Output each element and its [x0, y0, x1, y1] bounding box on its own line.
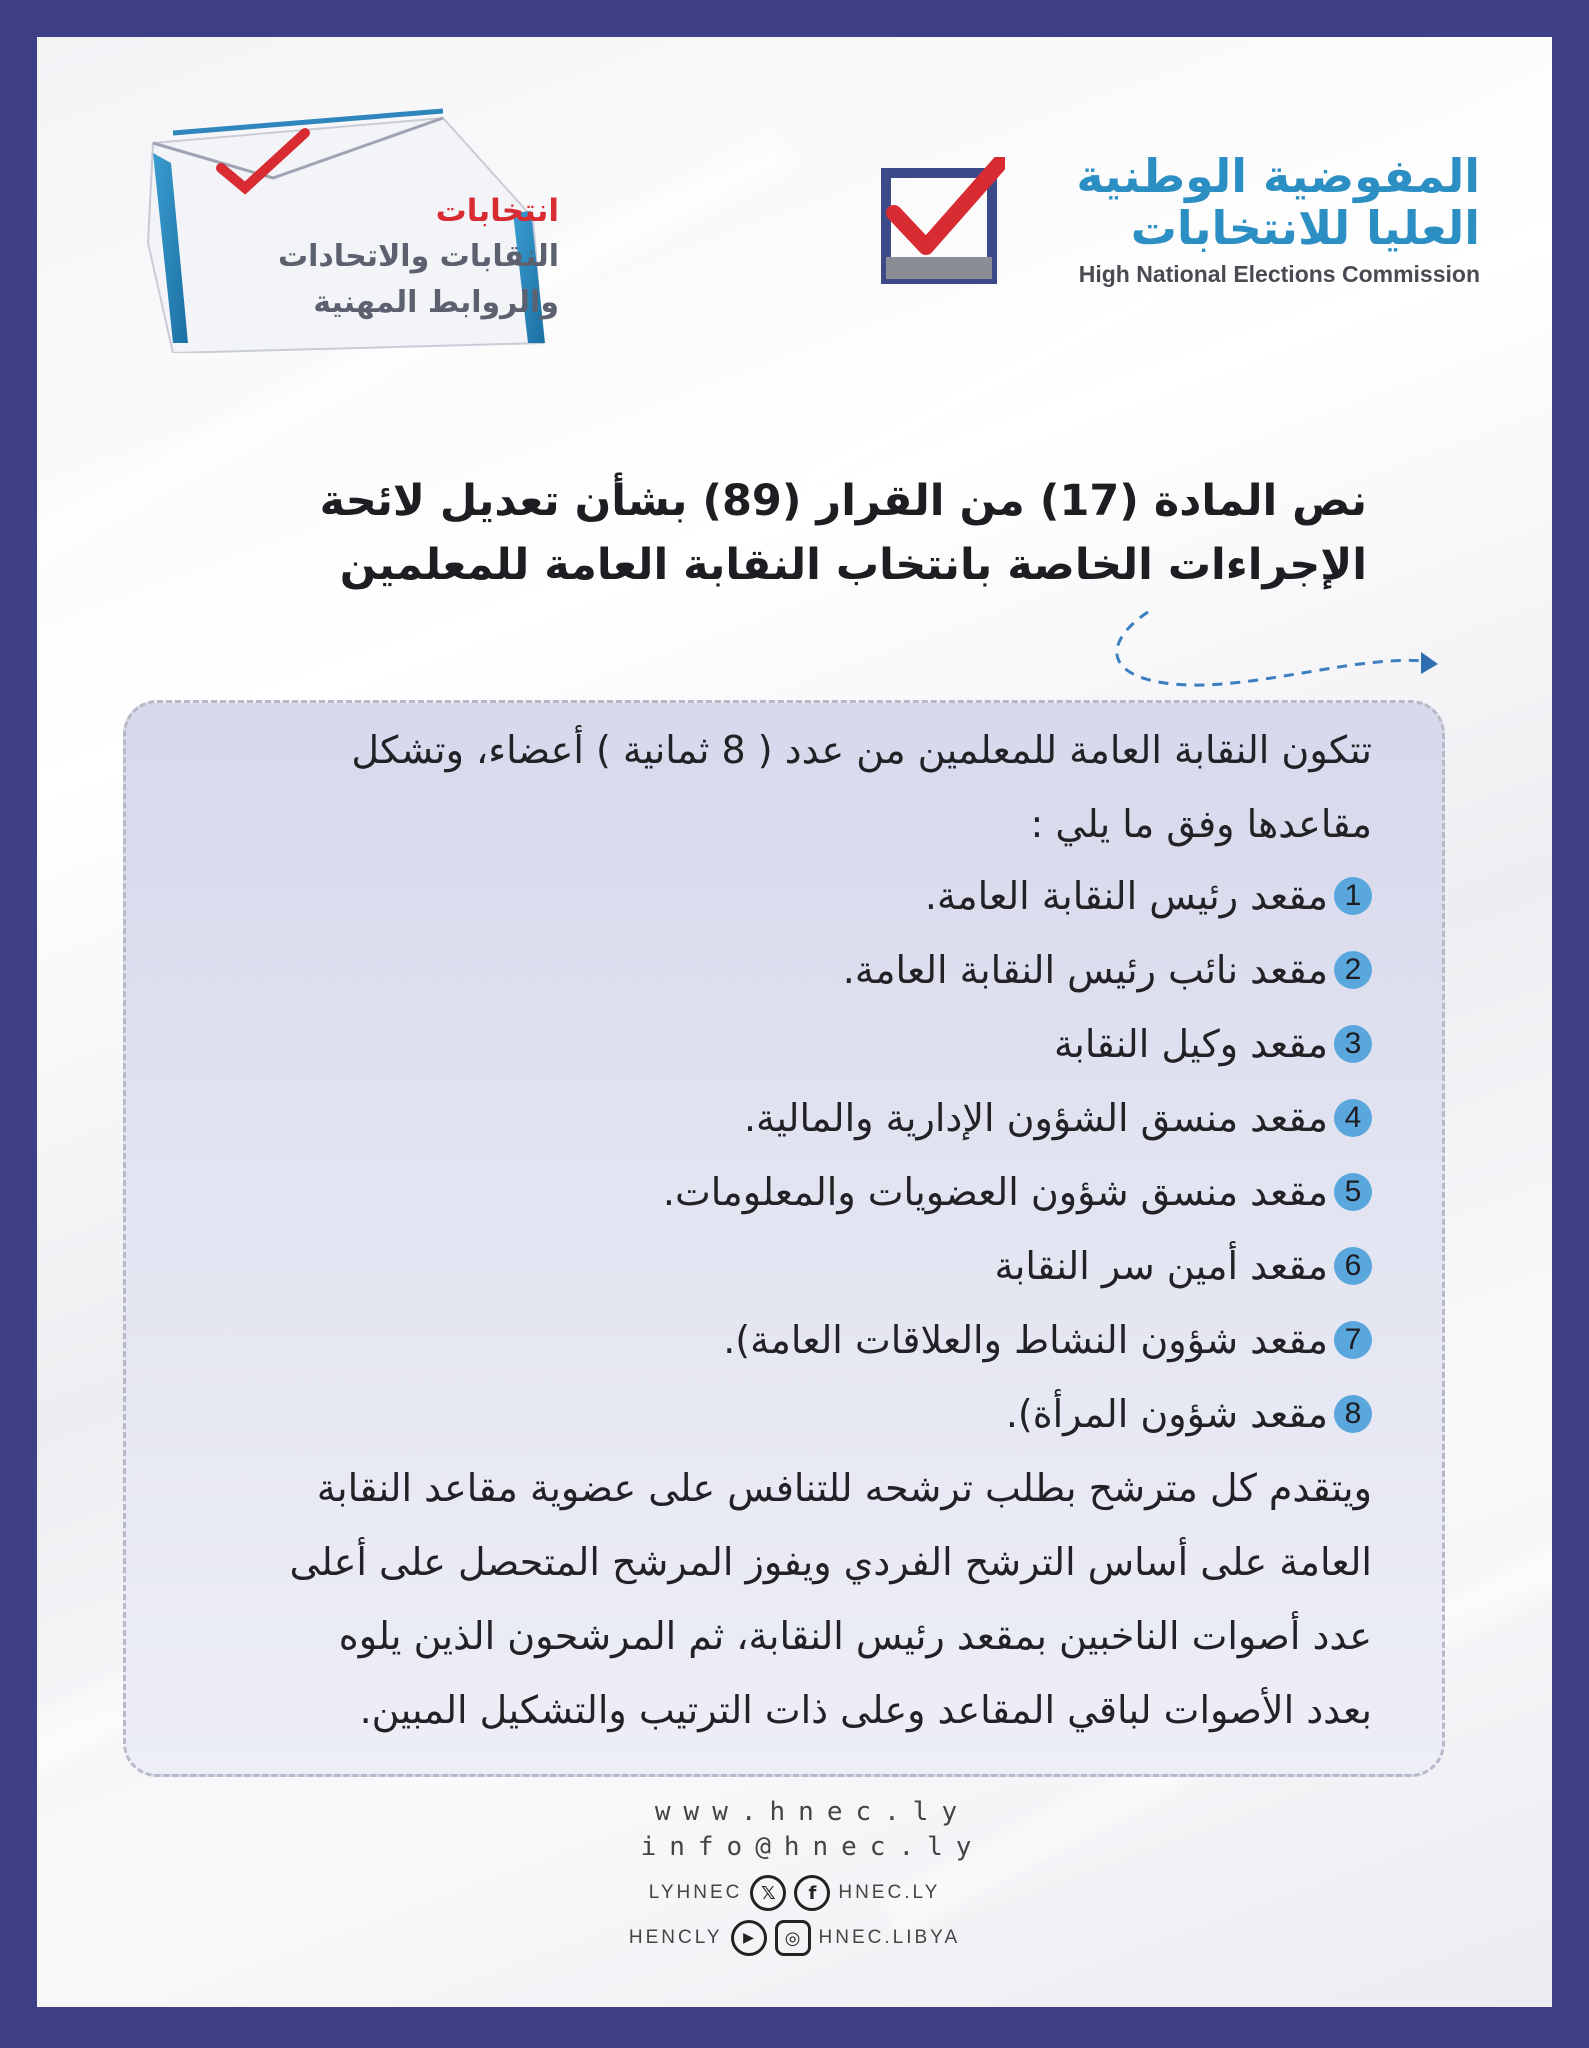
elections-badge-logo: [113, 93, 633, 353]
hnec-name-arabic-1: المفوضية الوطنية: [1076, 149, 1480, 203]
closing-line-2: العامة على أساس الترشح الفردي ويفوز المرشح المتحصل على أعلى: [289, 1540, 1372, 1584]
list-item: [925, 874, 1372, 918]
hnec-logo: [880, 149, 1480, 299]
poster-sheet: [37, 37, 1552, 2007]
badge-line-1: انتخابات: [435, 193, 559, 229]
list-item: [1054, 1022, 1372, 1066]
list-item: [994, 1244, 1372, 1288]
number-badge: 1: [1334, 877, 1372, 915]
closing-line-4: بعدد الأصوات لباقي المقاعد وعلى ذات الترتيب والتشكيل المبين.: [359, 1688, 1372, 1732]
list-item: [744, 1096, 1372, 1140]
page-title: [187, 469, 1367, 597]
list-item: [1006, 1392, 1372, 1436]
closing-line-1: ويتقدم كل مترشح بطلب ترشحه للتنافس على عضوية مقاعد النقابة: [316, 1466, 1372, 1510]
title-line-1: نص المادة (17) من القرار (89) بشأن تعديل لائحة: [319, 476, 1367, 526]
intro-line-2: مقاعدها وفق ما يلي :: [1030, 802, 1372, 846]
badge-line-3: والروابط المهنية: [313, 285, 559, 320]
number-badge: 5: [1334, 1173, 1372, 1211]
number-badge: 8: [1334, 1395, 1372, 1433]
list-item: [663, 1170, 1372, 1214]
dashed-arrow-icon: [1103, 602, 1463, 712]
instagram-handle[interactable]: HNEC.LIBYA: [818, 1927, 961, 1948]
hnec-name-arabic-2: العليا للانتخابات: [1130, 201, 1480, 255]
youtube-handle[interactable]: HENCLY: [628, 1927, 723, 1948]
list-item-text: مقعد وكيل النقابة: [1053, 1022, 1328, 1066]
list-item-text: مقعد نائب رئيس النقابة العامة.: [842, 948, 1328, 992]
list-item-text: مقعد منسق شؤون العضويات والمعلومات.: [662, 1170, 1328, 1214]
number-badge: 6: [1334, 1247, 1372, 1285]
instagram-icon[interactable]: ◎: [775, 1920, 811, 1956]
title-line-2: الإجراءات الخاصة بانتخاب النقابة العامة للمعلمين: [339, 540, 1367, 590]
badge-line-2: النقابات والاتحادات: [277, 239, 559, 274]
checkbox-check-icon: [880, 157, 1005, 287]
website-link[interactable]: www.hnec.ly: [654, 1797, 971, 1827]
number-badge: 4: [1334, 1099, 1372, 1137]
hnec-name-english: High National Elections Commission: [1078, 261, 1480, 287]
facebook-icon[interactable]: f: [794, 1875, 830, 1911]
list-item-text: مقعد شؤون النشاط والعلاقات العامة).: [723, 1318, 1328, 1362]
list-item-text: مقعد أمين سر النقابة: [994, 1244, 1328, 1288]
email-link[interactable]: info@hnec.ly: [640, 1832, 985, 1862]
number-badge: 2: [1334, 951, 1372, 989]
facebook-handle[interactable]: HNEC.LY: [838, 1882, 941, 1903]
number-badge: 7: [1334, 1321, 1372, 1359]
closing-line-3: عدد أصوات الناخبين بمقعد رئيس النقابة، ثم المرشحون الذين يلوه: [338, 1614, 1372, 1658]
social-row-1: [37, 1875, 1552, 1911]
list-item-text: مقعد شؤون المرأة).: [1005, 1392, 1328, 1436]
intro-line-1: تتكون النقابة العامة للمعلمين من عدد ( 8 ثمانية ) أعضاء، وتشكل: [351, 728, 1372, 772]
x-twitter-icon[interactable]: 𝕏: [750, 1875, 786, 1911]
list-item: [723, 1318, 1372, 1362]
article-text-box: [123, 700, 1445, 1777]
list-item: [843, 948, 1372, 992]
list-item-text: مقعد رئيس النقابة العامة.: [924, 874, 1328, 918]
social-row-2: [37, 1920, 1552, 1956]
twitter-handle[interactable]: LYHNEC: [648, 1882, 743, 1903]
number-badge: 3: [1334, 1025, 1372, 1063]
list-item-text: مقعد منسق الشؤون الإدارية والمالية.: [743, 1096, 1328, 1140]
youtube-icon[interactable]: ▶: [731, 1920, 767, 1956]
